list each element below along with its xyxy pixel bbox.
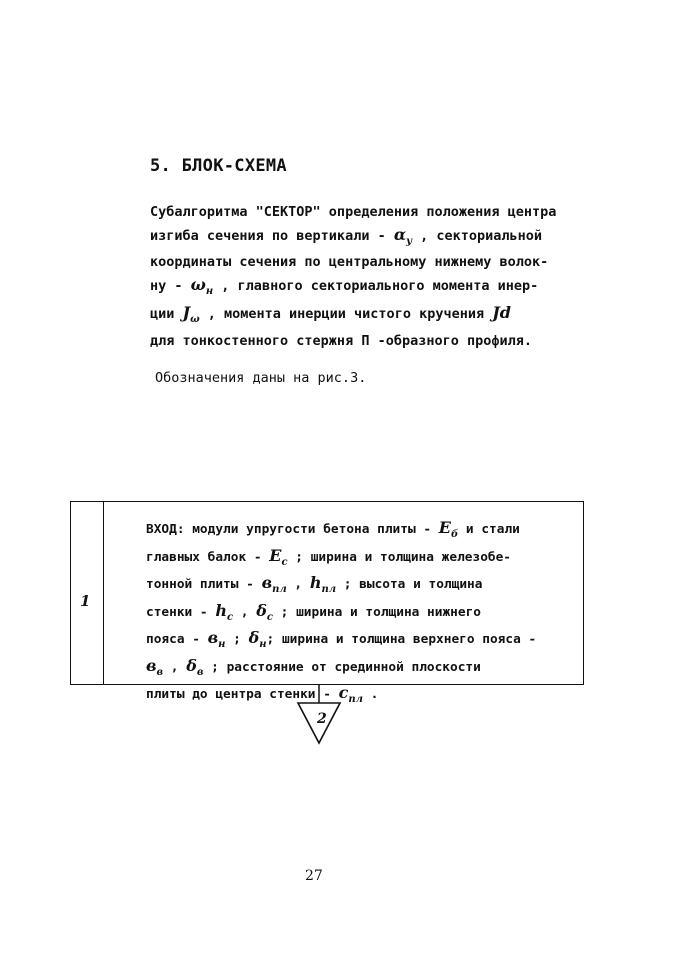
flow-connector	[296, 685, 346, 747]
block-line-2: главных балок - $E_c$ ; ширина и толщина железобе-	[146, 545, 512, 568]
description-line-4: ну - $\omega_н$ , главного секториального момента инер-	[150, 274, 539, 297]
block-line-7: плиты до центра стенки - $c_{пл}$ .	[146, 683, 379, 705]
block-number: 1	[80, 592, 91, 610]
symbol-alpha: α	[393, 224, 407, 244]
description-line-2: изгиба сечения по вертикали - $\alpha_y$ , секториальной	[150, 224, 543, 247]
symbol-jd: Jd	[492, 303, 511, 323]
description-paragraph	[150, 202, 570, 353]
block-divider	[103, 502, 104, 684]
description-line-1: Субалгоритма "СЕКТОР" определения положения центра	[150, 204, 557, 220]
symbol-omega: ω	[190, 274, 206, 294]
block-line-4: стенки - $h_c$ , $\delta_c$ ; ширина и толщина нижнего	[146, 600, 481, 623]
block-line-6: $в_в$ , $\delta_в$ ; расстояние от срединной плоскости	[146, 655, 481, 678]
description-line-6: для тонкостенного стержня П -образного профиля.	[150, 332, 533, 349]
description-line-3: координаты сечения по центральному нижнему волок-	[150, 254, 549, 271]
block-line-5: пояса - $в_н$ ; $\delta_н$; ширина и толщина верхнего пояса -	[146, 628, 537, 650]
block-line-3: тонной плиты - $в_{пл}$ , $h_{пл}$ ; высота и толщина	[146, 573, 483, 595]
page-number: 27	[305, 868, 323, 884]
description-line-5: ции $J_\omega$ , момента инерции чистого кручения Jd	[150, 303, 511, 326]
notation-note: Обозначения даны на рис.3.	[155, 370, 367, 386]
block-line-1: ВХОД: модули упругости бетона плиты - $E_б$ и стали	[146, 518, 520, 540]
symbol-j-omega: J	[182, 303, 191, 323]
section-heading: 5. БЛОК-СХЕМА	[150, 156, 287, 176]
connector-label: 2	[317, 711, 327, 727]
block-text	[146, 518, 586, 711]
